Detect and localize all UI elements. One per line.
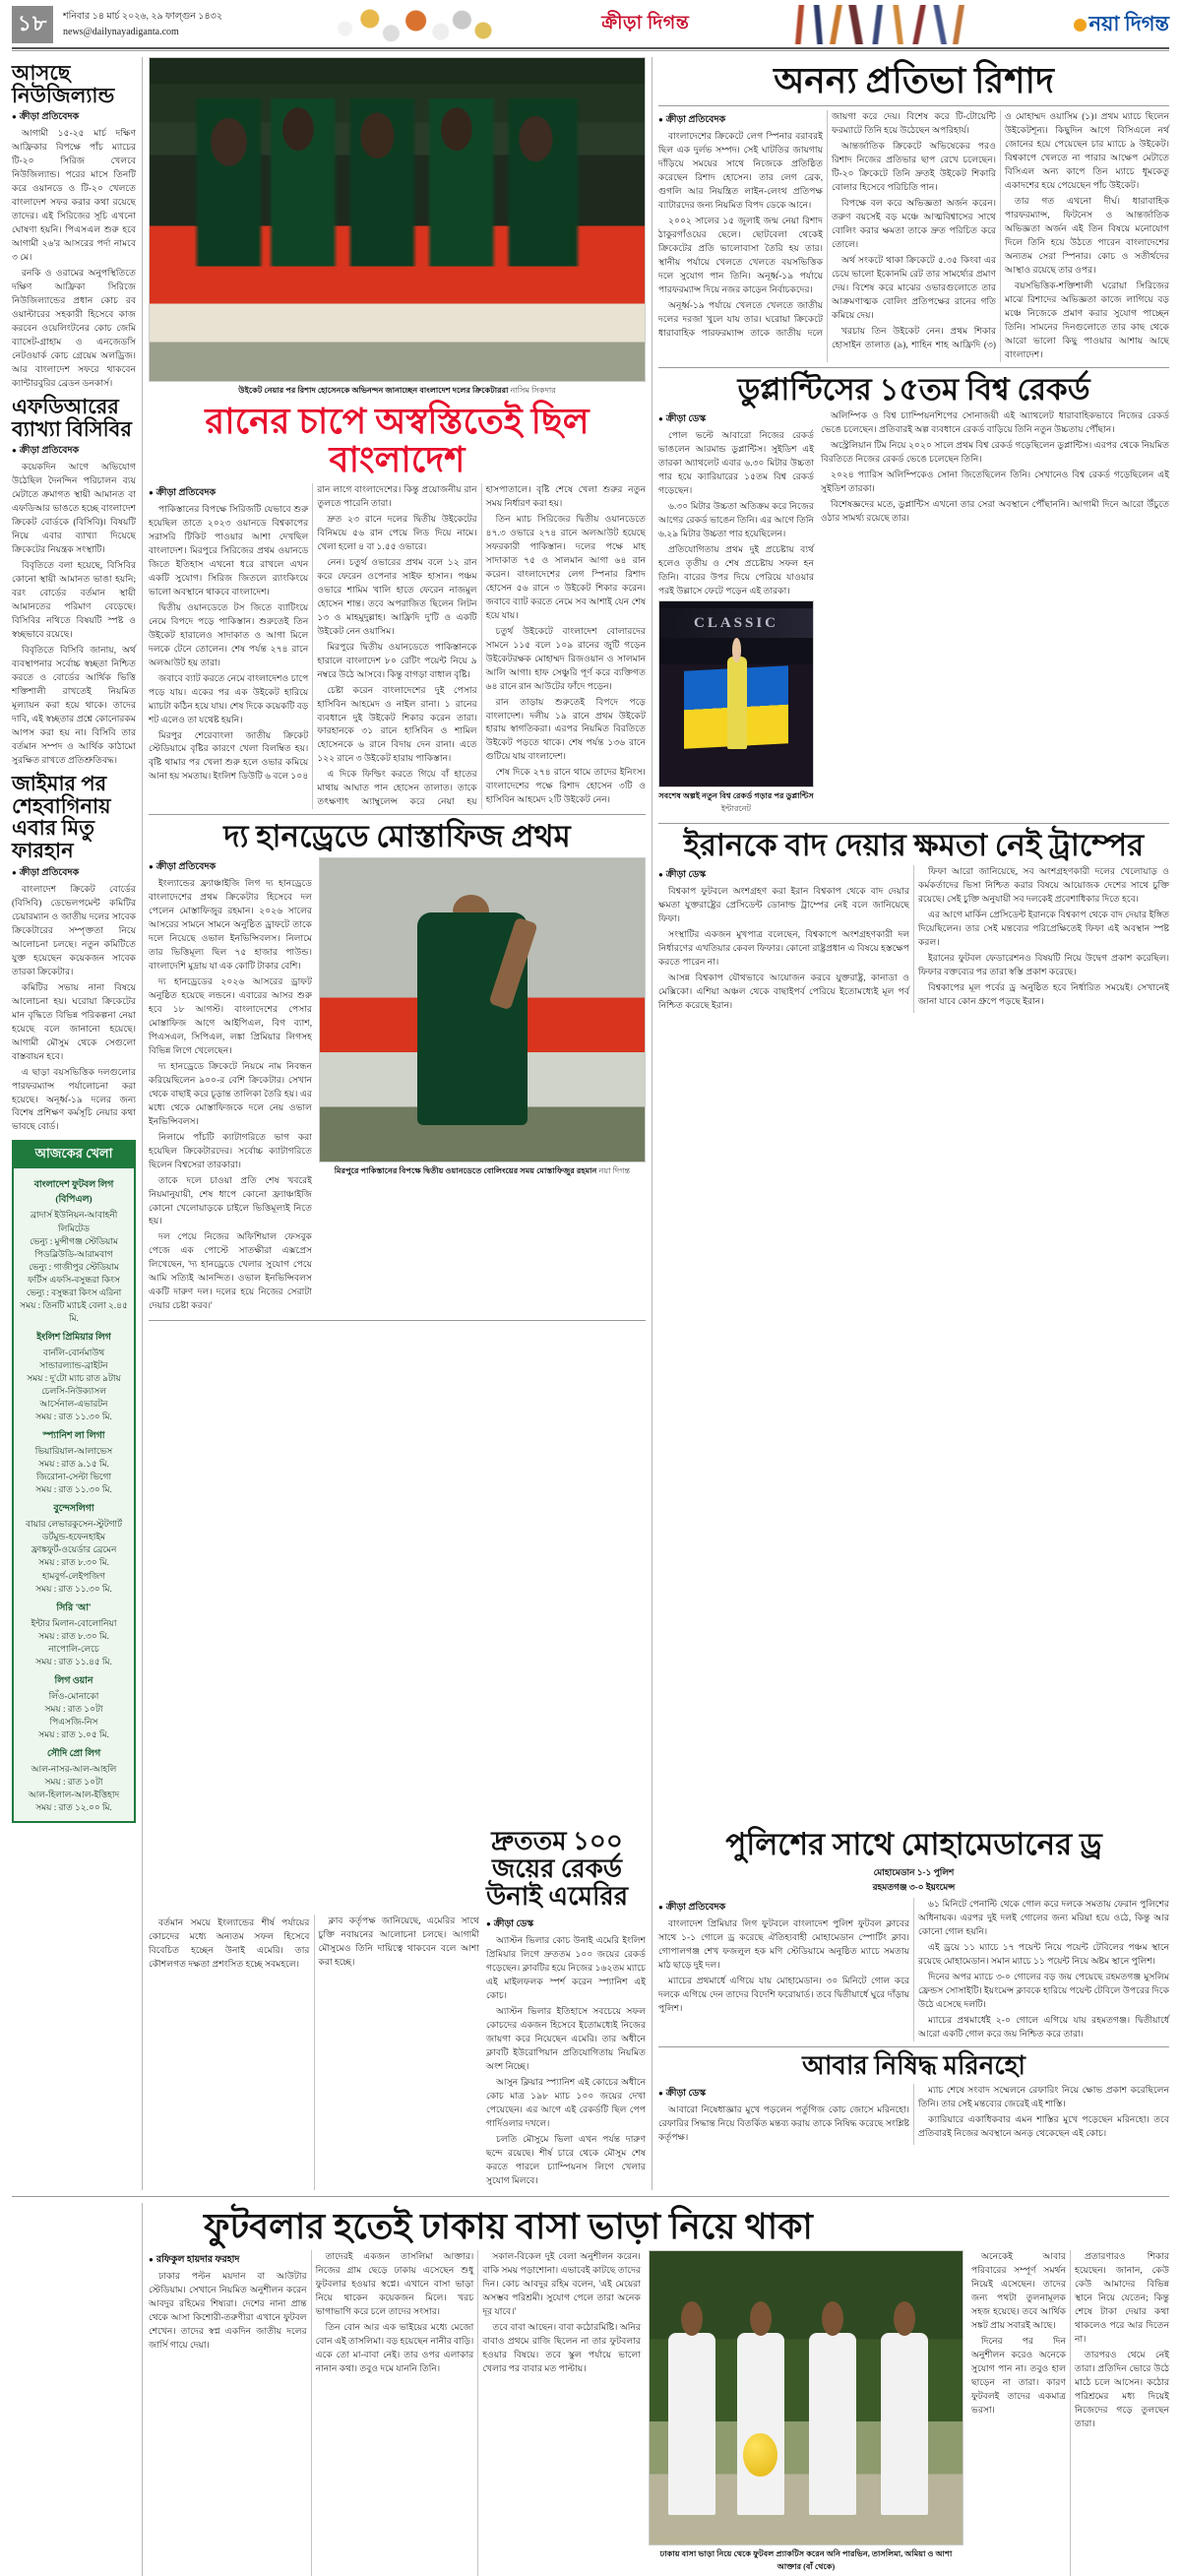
rishad-article-body xyxy=(658,110,1169,362)
masthead-dateblock xyxy=(63,10,222,38)
bottom-feature-body xyxy=(143,2250,1169,2576)
byline-duplantis: ● ক্রীড়া ডেস্ক xyxy=(658,412,814,427)
paragraph: ক্যারিয়ারে একাধিকবার এমন শাস্তির মুখে পড়েছেন মরিনহো। তবে প্রতিবারই নিজের অবস্থানে অনড় থেকেছেন এই কোচ। xyxy=(918,2113,1169,2138)
contact-email: news@dailynayadiganta.com xyxy=(63,26,179,37)
paragraph: প্রতিযোগিতায় প্রথম দুই প্রচেষ্টায় ব্যর্থ হলেও তৃতীয় ও শেষ প্রচেষ্টায় সফল হন তিনি। বারের উপর দিয়ে পেরিয়ে যাওয়ার পরই উল্লাসে ফেটে পড়েন এই তারকা। xyxy=(658,543,814,596)
marinho-article-body xyxy=(658,2084,1169,2145)
bottom-divider xyxy=(12,2196,1169,2197)
paragraph: চেষ্টা করেন বাংলাদেশের দুই পেসার হাসিবিন আহমেদ ও নাইল রানা। ১ রানের ব্যবধানে দুই উইকেট শিকার করেন তারা। ফারহানকে ৩১ রানে হাসিবিন ও শামিল হোসেনকে ৬ রানে বিদায় দেন রানা। এতে ১২২ রানে ৩ উইকেট হারায় পাকিস্তান। xyxy=(317,684,477,764)
headline-jaima: জাইমার পর শেহবাগিনায় এবার মিতু ফারহান xyxy=(12,772,111,863)
duplantis-text-right xyxy=(821,409,1169,818)
left-column-filler xyxy=(12,1823,136,2190)
byline-newzealand: ● ক্রীড়া প্রতিবেদক xyxy=(12,110,136,125)
bottom-feature xyxy=(142,2203,1169,2576)
schedule-line: ভেন্যু : মুন্সীগঞ্জ স্টেডিয়াম xyxy=(30,1235,118,1246)
lead-photo-caption xyxy=(149,385,646,398)
schedule-line: হামবুর্গ-লেইপজিগ xyxy=(42,1570,105,1581)
paragraph: কয়েকদিন আগে অভিযোগ উঠেছিল দৈনন্দিন পরিচালন ব্যয় মেটাতে ক্রমাগত স্থায়ী আমানত বা এফডিআর ভাঙতে হচ্ছে বাংলাদেশ ক্রিকেট বোর্ডকে (বিসিবি)। বিষয়টি নিয়ে এবার ব্যাখ্যা দিয়েছে ক্রিকেটের নিয়ন্ত্রক সংস্থাটি। xyxy=(12,462,136,555)
photo-girl-head-1 xyxy=(681,2301,703,2337)
schedule-line: ফর্টিস এফসি-বসুন্ধরা কিংস xyxy=(28,1274,120,1285)
police-article-body xyxy=(658,1898,1169,2042)
mustafiz-photo-caption xyxy=(319,1165,646,1178)
paragraph: তার গত এখনো দীর্ঘ। ধারাবাহিক পারফরম্যান্স, ফিটনেস ও আন্তর্জাতিক অভিজ্ঞতা অর্জন এই তিন বিষয়ে মনোযোগ দিলে তিনি হয়ে উঠতে পারেন বাংলাদেশের অন্যতম সেরা স্পিনার। কোচ ও সতীর্থদের আস্থাও রয়েছে তার ওপর। xyxy=(1005,195,1169,275)
schedule-line: সময় : রাত ৯.১৫ মি. xyxy=(38,1459,109,1470)
schedule-line: সময় : রাত ১২.০০ মি. xyxy=(35,1802,112,1813)
byline-iran: ● ক্রীড়া ডেস্ক xyxy=(658,868,909,883)
paragraph: বিপক্ষে বল করে অভিজ্ঞতা অর্জন করেন। তরুণ বয়সেই বড় মঞ্চে আত্মবিশ্বাসের সাথে বোলিং করার ক্ষমতা তাকে দ্রুত পরিচিত করে তোলে। xyxy=(832,197,996,249)
schedule-line: জিরোনা-সেল্টা ভিগো xyxy=(35,1472,112,1482)
publication-date: শনিবার ১৪ মার্চ ২০২৬, ২৯ ফাল্গুন ১৪৩২ xyxy=(63,12,222,23)
headline-fdr: এফডিআরের ব্যাখ্যা বিসিবির xyxy=(12,395,132,441)
schedule-group xyxy=(19,1177,129,1324)
schedule-line: ডর্টমুন্ড-হফেনহাইম xyxy=(41,1532,106,1542)
schedule-line: পিএসজি-নিস xyxy=(49,1716,98,1727)
schedule-line: ব্রাদার্স ইউনিয়ন-আবাহনী লিমিটেড xyxy=(30,1210,118,1233)
byline-emery: ● ক্রীড়া ডেস্ক xyxy=(486,1917,646,1932)
paragraph: অলিম্পিক ও বিশ্ব চ্যাম্পিয়নশিপের সোনাজয়ী এই অ্যাথলেট ধারাবাহিকভাবে নিজের রেকর্ড ভেঙে চলেছেন। প্রতিবারই অল্প ব্যবধানে রেকর্ড বাড়িয়ে তিনি নতুন উচ্চতায় পৌঁছান। xyxy=(821,410,1169,435)
photo-girl-2 xyxy=(737,2333,784,2515)
paragraph: মিরপুরে দ্বিতীয় ওয়ানডেতে পাকিস্তানকে হারালে বাংলাদেশ ৮০ রেটিং পয়েন্ট নিয়ে ৯ নম্বরে উঠে আসবে। কিন্তু বাগড়া বাধাল বৃষ্টি। xyxy=(317,641,477,679)
schedule-league-name: লিগ ওয়ান xyxy=(54,1675,93,1686)
schedule-line: সময় : রাত ৮.৩০ মি. xyxy=(38,1557,109,1568)
secondary-row xyxy=(8,1823,1173,2190)
photo-girl-4 xyxy=(881,2333,928,2515)
duplantis-text-left xyxy=(658,409,814,818)
paragraph: নিলামে পাঁচটি ক্যাটাগরিতে ভাগ করা হয়েছিল ক্রিকেটারদের। সর্বোচ্চ ক্যাটাগরিতে ছিলেন বিশ্বসেরা তারকারা। xyxy=(149,1131,312,1169)
caption-credit: ইন্টারনেট xyxy=(720,803,752,813)
paragraph: তাকে দলে চাওয়া প্রতি শেষ খবরেই নিয়মানুযায়ী, শেষ ধাপে কোনো ফ্র্যাঞ্চাইজি কোনো খেলোয়াড়কে চাইলে ভিত্তিমূল্যই নিতে হয়। xyxy=(149,1174,312,1226)
schedule-line: সময় : রাত ১.০৫ মি. xyxy=(38,1728,109,1739)
schedule-line: ভিয়ারিয়াল-আলাভেস xyxy=(34,1446,113,1457)
center-column xyxy=(142,57,646,1823)
paragraph: রনকি ও ওরামের অনুপস্থিতিতে দক্ষিণ আফ্রিকা সিরিজে নিউজিল্যান্ডের প্রধান কোচ রব ওয়াল্টারের সহকারী হিসেবে কাজ করবেন ওয়েলিংটনের কোচ জেমি ব্যাসেট-গ্রাহাম ও এনজেডসি নেটওয়ার্ক কোচ গ্রেয়েম অলড্রিজ। আর বাংলাদেশ সফরে থাকবেন ক্যান্টারবুরির ব্রেডন ডনকার্স। xyxy=(12,268,136,389)
headline-emery: দ্রুততম ১০০ জয়ের রেকর্ড উনাই এমেরির xyxy=(485,1827,629,1912)
section-logo: ক্রীড়া দিগন্ত xyxy=(601,13,690,33)
paragraph: এ ছাড়া বয়সভিত্তিক দলগুলোর পারফরম্যান্স পর্যালোচনা করা হয়েছে। অনূর্ধ্ব-১৯ দলের জন্য বিশেষ প্রশিক্ষণ কর্মসূচি নেয়ার কথা ভাবছে বোর্ড। xyxy=(12,1066,136,1132)
schedule-group xyxy=(19,1330,129,1423)
paragraph: কমিটির সভায় নানা বিষয়ে আলোচনা হয়। ঘরোয়া ক্রিকেটের মান বৃদ্ধিতে বিভিন্ন পরিকল্পনা নেয়া হয়েছে বলে জানানো হয়েছে। আগামী মৌসুম থেকে সেগুলো বাস্তবায়ন হবে। xyxy=(12,981,136,1061)
todays-matches-title: আজকের খেলা xyxy=(14,1142,134,1168)
paragraph: শেষ দিকে ২৭৪ রানে থামে তাদের ইনিংস। বাংলাদেশের পক্ষে রিশাদ হোসেন ৩টি ও হাসিবিন আহমেদ ২টি উইকেট নেন। xyxy=(485,767,646,805)
sports-balls-collage-image xyxy=(324,5,501,44)
paragraph: অ্যাস্টন ভিলার ইতিহাসে সবচেয়ে সফল কোচদের একজন হিসেবে ইতোমধ্যেই নিজের জায়গা করে নিয়েছেন এমেরি। তার অধীনে ক্লাবটি ইউরোপিয়ান প্রতিযোগিতায় নিয়মিত অংশ নিচ্ছে। xyxy=(486,2006,646,2072)
photo-girl-footballers xyxy=(649,2250,963,2545)
schedule-line: সময় : রাত ১১.৩০ মি. xyxy=(35,1412,112,1422)
mustafiz-block xyxy=(149,857,646,1316)
paragraph: জবাবে ব্যাট করতে নেমে বাংলাদেশও চাপে পড়ে যায়। একের পর এক উইকেট হারিয়ে ম্যাচটা কঠিন হয়ে যায়। শেষ দিকে কয়েকটি বড় শট এলেও তা যথেষ্ট হয়নি। xyxy=(149,672,309,724)
paragraph: ২০২৪ প্যারিস অলিম্পিকেও সোনা জিতেছিলেন তিনি। সেখানেও বিশ্ব রেকর্ড গড়েছিলেন এই সুইডিশ তারকা। xyxy=(821,470,1169,493)
photo-girl-head-2 xyxy=(750,2301,772,2337)
bottom-feature-text-left xyxy=(149,2250,641,2576)
photo-girl-3 xyxy=(809,2333,856,2515)
schedule-league-name: বুন্দেসলিগা xyxy=(53,1504,94,1515)
photo-athlete-torso xyxy=(727,657,747,749)
byline-fdr: ● ক্রীড়া প্রতিবেদক xyxy=(12,444,136,459)
schedule-league-name: ইংলিশ প্রিমিয়ার লিগ xyxy=(36,1332,111,1343)
paragraph: আন্তর্জাতিক ক্রিকেটে অভিষেকের পরও রিশাদ নিজের প্রতিভার ছাপ রেখে চলেছেন। টি-২০ ক্রিকেটে তিনি দ্রুতই উইকেট শিকারি বোলার হিসেবে পরিচিতি পান। xyxy=(832,140,996,192)
section-divider xyxy=(149,1320,646,1321)
schedule-line: পিডব্লিউডি-আরামবাগ xyxy=(34,1248,113,1259)
photo-girl-1 xyxy=(668,2333,715,2515)
byline-rishad: ● ক্রীড়া প্রতিবেদক xyxy=(658,113,823,128)
paragraph: এই ড্রয়ে ১১ ম্যাচে ১৭ পয়েন্ট নিয়ে পয়েন্ট টেবিলের পঞ্চম স্থানে রয়েছে মোহামেডান। সমান ম্যাচে ১১ পয়েন্ট নিয়ে অষ্টম স্থানে পুলিশ। xyxy=(918,1941,1169,1966)
paragraph: আসন্ন বিশ্বকাপ যৌথভাবে আয়োজন করবে যুক্তরাষ্ট্র, কানাডা ও মেক্সিকো। এশিয়া অঞ্চল থেকে বাছাইপর্ব পেরিয়ে ইতোমধ্যেই মূল পর্ব নিশ্চিত করেছে ইরান। xyxy=(658,973,909,1011)
paragraph: বাংলাদেশ প্রিমিয়ার লিগ ফুটবলে বাংলাদেশ পুলিশ ফুটবল ক্লাবের সাথে ১-১ গোলে ড্র করেছে ঐতিহ্যবাহী মোহামেডান স্পোর্টিং ক্লাব। গোপালগঞ্জ শেখ ফজলুল হক মণি স্টেডিয়ামে অনুষ্ঠিত ম্যাচে সমতায় মাঠ ছাড়ে দুই দল। xyxy=(658,1917,909,1970)
paragraph: অ্যাস্টন ভিলার কোচ উনাই এমেরি ইংলিশ প্রিমিয়ার লিগে দ্রুততম ১০০ জয়ের রেকর্ড গড়েছেন। ক্লাবটির হয়ে নিজের ১৬২তম ম্যাচে এই মাইলফলক স্পর্শ করেন স্প্যানিশ এই কোচ। xyxy=(486,1935,646,2001)
paragraph: চলতি মৌসুমে ভিলা এখন পর্যন্ত দারুণ ছন্দে রয়েছে। শীর্ষ চারে থেকে মৌসুম শেষ করতে পারলে চ্যাম্পিয়নস লিগে খেলার সুযোগ মিলবে। xyxy=(486,2134,646,2186)
paragraph: সংস্থাটির একজন মুখপাত্র বলেছেন, বিশ্বকাপে অংশগ্রহণকারী দল নির্ধারণের এখতিয়ার কেবল ফিফার। কোনো রাষ্ট্রপ্রধান এ বিষয়ে হস্তক্ষেপ করতে পারেন না। xyxy=(658,929,909,968)
right-column xyxy=(652,57,1169,1823)
police-subheads xyxy=(658,1865,1169,1895)
paragraph: ২০০২ সালের ১৫ জুলাই জন্ম নেয়া রিশাদ ঠাকুরগাঁওয়ের ছেলে। ছোটবেলা থেকেই ক্রিকেটের প্রতি ভালোবাসা তৈরি হয় তার। স্থানীয় পর্যায়ে খেলতে খেলতে বয়সভিত্তিক দলে সুযোগ পান তিনি। অনূর্ধ্ব-১৯ পর্যায়ে পারফরম্যান্স দিয়ে নজর কাড়েন নির্বাচকদের। xyxy=(658,215,823,294)
byline-marinho: ● ক্রীড়া ডেস্ক xyxy=(658,2087,909,2102)
bottom-feature-row xyxy=(8,2203,1173,2576)
paragraph: বাংলাদেশ ক্রিকেট বোর্ডের (বিসিবি) ডেভেলপমেন্ট কমিটির চেয়ারম্যান ও জাতীয় দলের সাবেক ক্রিকেটারের সম্পৃক্ততা নিয়ে আলোচনা চলছে। নতুন কমিটিতে যুক্ত হয়েছেন কয়েকজন সাবেক তারকা ক্রিকেটার। xyxy=(12,883,136,976)
schedule-line: নাপোলি-লেচে xyxy=(48,1643,99,1654)
schedule-league-name: সৌদি প্রো লিগ xyxy=(46,1749,101,1759)
paragraph: বিশ্বকাপের মূল পর্বের ড্র অনুষ্ঠিত হবে নির্ধারিত সময়েই। সেখানেই জানা যাবে কোন গ্রুপে পড়ছে ইরান। xyxy=(918,982,1169,1007)
photo-event-banner: CLASSIC xyxy=(659,608,813,638)
caption-text: সবশেষ অল্পই নতুন বিশ্ব রেকর্ড গড়ার পর ডুপ্লান্টিস xyxy=(658,790,814,800)
schedule-line: সান্ডারল্যান্ড-ব্রাইটন xyxy=(39,1359,108,1370)
paragraph: ঢাকার পল্টন ময়দান বা আউটার স্টেডিয়াম। সেখানে নিয়মিত অনুশীলন করেন আবদুর রহিমের শিষ্যরা। দেশের নানা প্রান্ত থেকে আসা কিশোরী-তরুণীরা এখানে ফুটবল শেখেন। তাদের স্বপ্ন একদিন জাতীয় দলের জার্সি গায়ে দেয়া। xyxy=(149,2271,307,2350)
left-column xyxy=(12,57,136,1823)
article-jaima xyxy=(12,773,136,1134)
paragraph: ফিফা আরো জানিয়েছে, সব অংশগ্রহণকারী দলের খেলোয়াড় ও কর্মকর্তাদের ভিসা নিশ্চিত করার বিষয়ে আয়োজক দেশের সাথে চুক্তি রয়েছে। সেই চুক্তি অনুযায়ী সব দলকেই প্রবেশাধিকার দিতে হবে। xyxy=(918,866,1169,905)
byline-lead: ● ক্রীড়া প্রতিবেদক xyxy=(149,486,308,501)
byline-police: ● ক্রীড়া প্রতিবেদক xyxy=(658,1901,909,1916)
photo-girl-head-4 xyxy=(894,2301,915,2337)
schedule-line: সময় : রাত ১০টা xyxy=(44,1777,103,1788)
schedule-line: ভেন্যু : বসুন্ধরা কিংস এরিনা xyxy=(26,1287,122,1297)
schedule-line: চেলসি-নিউক্যাসল xyxy=(41,1386,106,1397)
article-newzealand xyxy=(12,62,136,391)
paragraph: বয়সভিত্তিক-শক্তিশালী ঘরোয়া সিরিজের মাঝে রিশাদের অভিজ্ঞতা কাজে লাগিয়ে বড় মঞ্চে নিজেকে প্রমাণ করার সুযোগ পাচ্ছেন তিনি। সামনের দিনগুলোতে তার কাছ থেকে আরো ভালো কিছু পাওয়ার আশায় আছে বাংলাদেশ। xyxy=(1005,280,1169,359)
photo-girl-head-3 xyxy=(822,2301,843,2337)
paragraph: দ্বিতীয় ওয়ানডেতে টস জিতে ব্যাটিংয়ে নেমে বিপদে পড়ে পাকিস্তান। শুরুতেই তিন উইকেট হারালেও সাদাকাত ও আগা মিলে দলকে টেনে তোলেন। শেষ পর্যন্ত ২৭৪ রানে অলআউট হয় তারা। xyxy=(149,601,309,667)
paragraph: তাদেরই একজন তাসলিমা আক্তার। নিজের গ্রাম ছেড়ে ঢাকায় এসেছেন শুধু ফুটবলার হওয়ার স্বপ্নে। এখানে বাসা ভাড়া নিয়ে থাকেন কয়েকজন মিলে। খরচ ভাগাভাগি করে চলে তাদের সংসার। xyxy=(315,2251,474,2316)
masthead-rule-thin xyxy=(12,50,1169,51)
brand-logo-text: নয়া দিগন্ত xyxy=(1088,11,1170,35)
bottom-photo-caption: ঢাকায় বাসা ভাড়া নিয়ে থেকে ফুটবল প্র্যাকটিস করেন অনি পারভিন, তাসলিমা, অমিয়া ও আশা আক্তার (বাঁ থেকে) xyxy=(659,2549,953,2572)
schedule-line: সময় : রাত ১১.৩০ মি. xyxy=(35,1583,112,1594)
headline-newzealand: আসছে নিউজিল্যান্ড xyxy=(12,61,115,107)
schedule-league-name: বাংলাদেশ ফুটবল লিগ (বিপিএল) xyxy=(33,1180,114,1206)
mustafiz-continued xyxy=(149,1915,479,2190)
emery-block xyxy=(149,1915,646,2190)
paragraph: ম্যাচের প্রথমার্ধেই ২-০ গোলে এগিয়ে যায় রহমতগঞ্জ। দ্বিতীয়ার্ধে আরো একটি গোল করে জয় নিশ্চিত করে তারা। xyxy=(918,2014,1169,2039)
paragraph: ৬.৩০ মিটার উচ্চতা অতিক্রম করে নিজের আগের রেকর্ড ভাঙেন তিনি। এর আগে তিনি ৬.২৯ মিটার উচ্চতা পার হয়েছিলেন। xyxy=(658,500,814,538)
paragraph: দিনের পর দিন অনুশীলন করেও অনেকে সুযোগ পান না। তবুও হাল ছাড়েন না তারা। কারণ ফুটবলই তাদের একমাত্র ভরসা। xyxy=(971,2335,1066,2415)
caption-text: উইকেট নেয়ার পর রিশাদ হোসেনকে অভিনন্দন জানাচ্ছেন বাংলাদেশ দলের ক্রিকেটাররা xyxy=(238,386,509,395)
schedule-group xyxy=(19,1746,129,1814)
paragraph: মিরপুর শেরেবাংলা জাতীয় ক্রিকেট স্টেডিয়ামে বৃষ্টির কারণে খেলা বিলম্বিত হয়। বৃষ্টি থামার পর খেলা শুরু হলে ওভার কমিয়ে আনা হয় সমতায়। ইংলিশ ডিউটি ৬ বলে ১০৪ রান লাগে বাংলাদেশের। কিন্তু প্রয়োজনীয় রান তুলতে পারেনি তারা। xyxy=(149,483,477,782)
headline-duplantis: ডুপ্লান্টিসের ১৫তম বিশ্ব রেকর্ড xyxy=(737,371,1090,407)
schedule-line: সময় : রাত ১১.৪৫ মি. xyxy=(35,1656,112,1666)
schedule-line: সময় : রাত ১১.৩০ মি. xyxy=(35,1484,112,1495)
schedule-line: আল-হিলাল-আল-ইত্তিহাদ xyxy=(28,1790,120,1800)
mustafiz-right-col xyxy=(319,857,646,1316)
schedule-line: ফ্রাঙ্কফুর্ট-ওয়ের্ডার ব্রেমেন xyxy=(31,1544,117,1555)
paragraph: বিশেষজ্ঞদের মতে, ডুপ্লান্টিস এখনো তার সেরা অবস্থানে পৌঁছাননি। আগামী দিনে আরো উঁচুতে ওঠার সামর্থ্য রয়েছে তার। xyxy=(821,498,1169,523)
caption-credit: নয়া দিগন্ত xyxy=(598,1165,631,1175)
mustafiz-text-left xyxy=(149,857,312,1316)
paragraph: এ দিকে ফিল্ডিং করতে গিয়ে বাঁ হাতের মাথায় আঘাত পান হোসেন তালাত। তাকে তৎক্ষণাৎ অ্যাম্বুলেন্স করে নেয়া হয় হাসপাতালে। বৃষ্টি শেষে খেলা শুরুর নতুন সময় নির্ধারণ করা হয়। xyxy=(317,483,646,807)
brand-logo xyxy=(1074,8,1170,42)
match-score-2: রহমতগঞ্জ ৩-০ ইয়ংমেন্স xyxy=(872,1881,956,1892)
paragraph: তিন ম্যাচ সিরিজের দ্বিতীয় ওয়ানডেতে ৪৭.৩ ওভারে ২৭৪ রানে অলআউট হয়েছে সফরকারী পাকিস্তান। দলের পক্ষে মাহ সাদাকাত ৭৫ ও সালমান আগা ৬৪ রান করেন। বাংলাদেশের লেগ স্পিনার রিশাদ হোসেন ৫৬ রানে ৩ উইকেট শিকার করেন। জবাবে ব্যাট করতে নেমে সব আশাই যেন শেষ হয়ে যায়। xyxy=(485,513,646,620)
section-divider xyxy=(658,367,1169,368)
paragraph: সকাল-বিকেল দুই বেলা অনুশীলন করেন। বাকি সময় পড়াশোনা। এভাবেই কাটছে তাদের দিন। কোচ আবদুর রহিম বলেন, 'এই মেয়েরা অসম্ভব পরিশ্রমী। সুযোগ পেলে তারা অনেক দূর যাবে।' xyxy=(482,2251,641,2316)
paragraph: ক্লাব কর্তৃপক্ষ জানিয়েছে, এমেরির সাথে চুক্তি নবায়নের আলোচনা চলছে। আগামী মৌসুমেও তিনি দায়িত্বে থাকবেন বলে আশা করা হচ্ছে। xyxy=(318,1916,479,1968)
paragraph: দিনের অপর ম্যাচে ৩-০ গোলের বড় জয় পেয়েছে রহমতগঞ্জ মুসলিম ফ্রেন্ডস সোসাইটি। ইয়ংমেন্স ক্লাবকে হারিয়ে পয়েন্ট টেবিলে উপরের দিকে উঠে এসেছে দলটি। xyxy=(918,1971,1169,2009)
article-fdr xyxy=(12,396,136,768)
headline-mustafiz: দ্য হানড্রেডে মোস্তাফিজ প্রথম xyxy=(223,819,571,854)
masthead xyxy=(8,0,1173,45)
lead-photo-players xyxy=(150,58,645,381)
bottom-feature-photo-block xyxy=(649,2250,963,2576)
paragraph: নেন। চতুর্থ ওভারের প্রথম বলে ১২ রান করে ফেরেন ওপেনার সাইফ হাসান। পঞ্চম ওভারে শামিম খালি হাতে ফেরেন নাজমুল হোসেন শান্ত। তবে অপরাজিত ছিলেন লিটন ১৩ ও মাহমুদুল্লাহ। আফ্রিদি দু'টি ও একটি উইকেট নেন ওয়াসিম। xyxy=(317,556,477,636)
iran-article-body xyxy=(658,865,1169,1013)
schedule-line: আর্সেনাল-এভারটন xyxy=(39,1399,108,1410)
bottom-left-filler xyxy=(12,2203,136,2576)
paragraph: অনেকেই আবার পরিবারের সম্পূর্ণ সমর্থন নিয়েই এসেছেন। তাদের জন্য পথটা তুলনামূলক সহজ হয়েছে। তবে আর্থিক সঙ্কট প্রায় সবারই আছে। xyxy=(971,2251,1066,2330)
paragraph: বাংলাদেশের ক্রিকেটে লেগ স্পিনার বরাবরই ছিল এক দুর্লভ সম্পদ। সেই ঘাটতির জায়গায় দাঁড়িয়ে সময়ের সাথে নিজেকে প্রতিষ্ঠিত করেছেন রিশাদ হোসেন। তার লেগ ব্রেক, গুগলি আর নিয়ন্ত্রিত লাইন-লেংথ প্রতিপক্ষ ব্যাটারদের জন্য নিয়মিত বিপদ ডেকে আনে। xyxy=(658,130,823,210)
paragraph: ম্যাচ শেষে সংবাদ সম্মেলনে রেফারিং নিয়ে ক্ষোভ প্রকাশ করেছিলেন তিনি। তার সেই মন্তব্যের জেরেই এই শাস্তি। xyxy=(918,2084,1169,2108)
paragraph: বিবৃতিতে বলা হয়েছে, বিসিবির কোনো স্থায়ী আমানত ভাঙা হয়নি; বরং বোর্ডের বর্তমান স্থায়ী আমানতের পরিমাণ বেড়েছে। বিসিবির নথিতে বিষয়টি স্পষ্ট ও স্বচ্ছভাবে রয়েছে। xyxy=(12,560,136,640)
schedule-group xyxy=(19,1673,129,1741)
schedule-line: সময় : রাত ১০টা xyxy=(44,1703,103,1714)
lead-article-body xyxy=(149,483,646,810)
byline-jaima: ● ক্রীড়া প্রতিবেদক xyxy=(12,866,136,881)
paragraph: ইংল্যান্ডের ফ্র্যাঞ্চাইজি লিগ দ্য হানড্রেডে বাংলাদেশের প্রথম ক্রিকেটার হিসেবে দল পেলেন মোস্তাফিজুর রহমান। ২০২৬ সালের আসরের সামনে সামনে অনুষ্ঠিত ড্রাফটে তাকে দলে নিয়েছে ওভাল ইনভিন্সিবলস। নিলামে তার ভিত্তিমূল্য ছিল ৭৫ হাজার পাউন্ড। বাংলাদেশি মুদ্রায় যা এক কোটি টাকার বেশি। xyxy=(149,877,312,971)
caption-text: মিরপুরে পাকিস্তানের বিপক্ষে দ্বিতীয় ওয়ানডেতে বোলিংয়ের সময় মোস্তাফিজুর রহমান xyxy=(334,1165,597,1175)
paragraph: তিন বোন আর এক ভাইয়ের মধ্যে মেজো বোন এই তাসলিমা। বড় হয়েছেন নানীর বাড়ি। একে তো মা-বাবা নেই। তার ওপর এলাকার নানান কথা। তবুও দমে যাননি তিনি। xyxy=(315,2321,474,2373)
schedule-line: সময় : রাত ৮.৩০ মি. xyxy=(38,1630,109,1641)
paragraph: ইরানের ফুটবল ফেডারেশনও বিষয়টি নিয়ে উদ্বেগ প্রকাশ করেছিল। ফিফার বক্তব্যের পর তারা স্বস্তি প্রকাশ করেছে। xyxy=(918,953,1169,977)
paragraph: আসুন ক্লিয়ার স্প্যানিশ এই কোচের অধীনে কোচ মাত্র ১৯৮ ম্যাচ ১০০ জয়ের দেখা পেয়েছেন। এর আগে এই রেকর্ডটি ছিল পেপ গার্দিওলার দখলে। xyxy=(486,2077,646,2129)
schedule-group xyxy=(19,1601,129,1668)
schedule-league-name: সিরি 'আ' xyxy=(56,1602,92,1613)
page-body xyxy=(8,54,1173,1823)
headline-marinho: আবার নিষিদ্ধ মরিনহো xyxy=(802,2050,1026,2080)
paragraph: বর্তমান সময়ে ইংল্যান্ডের শীর্ষ পর্যায়ের কোচদের মধ্যে অন্যতম সফল হিসেবে বিবেচিত হচ্ছেন উনাই এমেরি। তার কৌশলগত দক্ষতা প্রশংসিত হচ্ছে সবমহলে। xyxy=(149,1917,310,1970)
paragraph: প্রতারণারও শিকার হয়েছেন। জানান, কেউ কেউ আমাদের বিভিন্ন স্থানে নিয়ে যেতেন; কিন্তু শেষে টাকা দেয়ার কথা থাকলেও পরে আর দিতেন না। xyxy=(1075,2251,1169,2344)
paragraph: পোল ভল্টে আবারো নিজের রেকর্ড ভাঙলেন আরমান্ড ডুপ্লান্টিস। সুইডিশ এই তারকা অ্যাথলেট এবার ৬.৩০ মিটার উচ্চতা পার হয়ে ক্যারিয়ারের ১৫তম বিশ্ব রেকর্ড গড়েছেন। xyxy=(658,430,814,495)
schedule-line: লিঁও-মোনাকো xyxy=(48,1690,99,1701)
paragraph: পাকিস্তানের বিপক্ষে সিরিজটি যেভাবে শুরু হয়েছিল তাতে ২০২৩ ওয়ানডে বিশ্বকাপের সরাসরি টিকিট পাওয়ার আশা দেখছিল বাংলাদেশ। মিরপুরে সিরিজের প্রথম ওয়ানডে জিতে ইতিহাস এখনো ধরে রাখলে এখন একটি সুযোগ। সিরিজ জিতলে র‍্যাংকিংয়ে ভালো অবস্থানে থাকবে বাংলাদেশ। xyxy=(149,503,309,597)
byline-footballer: ● রফিকুল হায়দার ফরহাদ xyxy=(149,2253,307,2268)
duplantis-photo-caption xyxy=(658,790,814,816)
paragraph: খরচায় তিন উইকেট নেন। প্রথম শিকার হোসাইন তালাত (৯), শাহিন শাহ আফ্রিদি (৩) ও মোহাম্মদ ওয়াসিম (১)। প্রথম ম্যাচে ছিলেন উইকেটশূন্য। কিছুদিন আগে বিসিএলে নর্থ জোনের হয়ে পেয়েছেন চার ম্যাচে ৯ উইকেট। বিশ্বকাপে খেলতে না পারার আক্ষেপ মেটাতে বিসিএল অন্য কাপে তিন ম্যাচে ধূমকেতু একাদশের হয়ে পেয়েছেন পাঁচ উইকেট। xyxy=(832,110,1169,349)
masthead-rule xyxy=(12,47,1169,49)
match-score-1: মোহামেডান ১-১ পুলিশ xyxy=(873,1866,955,1877)
paragraph: অনূর্ধ্ব-১৯ পর্যায়ে খেলতে খেলতে জাতীয় দলের দরজা খুলে যায় তার। ঘরোয়া ক্রিকেটে ধারাবাহিক পারফরম্যান্স তাকে জাতীয় দলে জায়গা করে দেয়। বিশেষ করে টি-টোয়েন্টি ফরম্যাটে তিনি হয়ে উঠেছেন অপরিহার্য। xyxy=(658,110,996,338)
page-number: ১৮ xyxy=(12,6,53,43)
caption-credit: নাসিম সিকদার xyxy=(510,386,556,395)
schedule-line: আল-নাসর-আল-আহলি xyxy=(31,1764,117,1774)
schedule-line: ইন্টার মিলান-বোলোনিয়া xyxy=(31,1617,117,1628)
emery-column xyxy=(142,1823,646,2190)
police-column xyxy=(652,1823,1169,2190)
paragraph: দ্য হানড্রেডে ক্রিকেটে নিয়মে নাম নিবন্ধন করিয়েছিলেন ৯০০-র বেশি ক্রিকেটার। সেখান থেকে বাছাই করে চূড়ান্ত তালিকা তৈরি হয়। এর মধ্যে থেকে মোস্তাফিজকে দলে নেয় ওভাল ইনভিন্সিবলস। xyxy=(149,1060,312,1126)
sun-icon xyxy=(1074,19,1087,31)
divider xyxy=(658,105,1169,106)
todays-matches-box xyxy=(12,1140,136,1823)
bottom-feature-text-right xyxy=(971,2250,1169,2576)
paragraph: বিবৃতিতে বিসিবি জানায়, অর্থ ব্যবস্থাপনার সর্বোচ্চ স্বচ্ছতা নিশ্চিত করতে ও বোর্ডের আর্থিক ভিত্তি শক্তিশালী রাখতেই নিয়মিত মূল্যায়ন করা হয়ে থাকে। তাদের দাবি, এই স্বচ্ছতার প্রশ্নে কোনোরকম আপস করা হয় না। বিসিবি তার বর্তমান সম্পদ ও আর্থিক কাঠামো সুরক্ষিত রাখতে প্রতিশ্রুতিবদ্ধ। xyxy=(12,645,136,766)
schedule-line: সময় : দু'টো ম্যাচ রাত ৯টায় xyxy=(27,1372,121,1383)
lead-headline: রানের চাপে অস্বস্তিতেই ছিল বাংলাদেশ xyxy=(205,402,590,479)
schedule-line: বার্নলি-বোর্নমাউথ xyxy=(42,1347,105,1357)
photo-duplantis xyxy=(658,600,814,787)
photo-mustafiz-bowling xyxy=(319,857,646,1162)
section-divider xyxy=(658,823,1169,824)
paragraph: তারপরও থেমে নেই তারা। প্রতিদিন ভোরে উঠে মাঠে চলে আসেন। কঠোর পরিশ্রমের মধ্য দিয়েই নিজেদের গড়ে তুলছেন তারা। xyxy=(1075,2349,1169,2428)
paragraph: রান তাড়ায় শুরুতেই বিপদে পড়ে বাংলাদেশ। দলীয় ১৯ রানে প্রথম উইকেট হারায় স্বাগতিকরা। এরপর নিয়মিত বিরতিতে উইকেট পড়তে থাকে। শেষ পর্যন্ত ১৩৬ রানে গুটিয়ে যায় বাংলাদেশ। xyxy=(485,696,646,762)
paragraph: অস্ট্রেলিয়ান টিম নিয়ে ২০২০ সালে প্রথম বিশ্ব রেকর্ড গড়েছিলেন ডুপ্লান্টিস। এরপর থেকে নিয়মিত বিরতিতে নিজের রেকর্ড ভেঙে চলেছেন তিনি। xyxy=(821,440,1169,465)
section-divider xyxy=(658,2046,1169,2047)
paragraph: অর্থ সংকটে থাকা ক্রিকেটে ৫.৩৫ কিংবা এর চেয়ে ভালো ইকোনমি রেট তার সামর্থ্যের প্রমাণ দেয়। বিশেষ করে মাঝের ওভারগুলোতে তার আক্রমণাত্মক বোলিং প্রতিপক্ষের রানের গতি কমিয়ে দেয়। xyxy=(832,254,996,320)
paragraph: ম্যাচের প্রথমার্ধে এগিয়ে যায় মোহামেডান। ৩০ মিনিটে গোল করে দলকে এগিয়ে দেন তাদের বিদেশি ফরোয়ার্ড। তবে দ্বিতীয়ার্ধে ঘুরে দাঁড়ায় পুলিশ। xyxy=(658,1975,909,2013)
paragraph: তবে বাবা আছেন। বাবা কঠোরমিষ্টি। অনির বাবাও প্রথমে রাজি ছিলেন না তার ফুটবলার হওয়ার বিষয়ে। তবে স্কুল পর্যায়ে ভালো খেলার পর বাবার মত পাল্টায়। xyxy=(482,2321,641,2373)
schedule-league-name: স্প্যানিশ লা লিগা xyxy=(42,1431,105,1442)
headline-iran: ইরানকে বাদ দেয়ার ক্ষমতা নেই ট্রাম্পের xyxy=(683,827,1145,862)
paragraph: আবারো নিষেধাজ্ঞার মুখে পড়লেন পর্তুগিজ কোচ জোসে মরিনহো। রেফারির সিদ্ধান্ত নিয়ে বিতর্কিত মন্তব্য করায় তাকে নিষিদ্ধ করেছে সংশ্লিষ্ট কর্তৃপক্ষ। xyxy=(658,2104,909,2142)
emery-text xyxy=(486,1915,646,2190)
byline-mustafiz: ● ক্রীড়া প্রতিবেদক xyxy=(149,860,312,875)
duplantis-block xyxy=(658,409,1169,818)
headline-rishad: অনন্য প্রতিভা রিশাদ xyxy=(774,61,1054,100)
lead-photo-cricket-celebration xyxy=(149,57,646,382)
paragraph: ৬১ মিনিটে পেনাল্টি থেকে গোল করে দলকে সমতায় ফেরান পুলিশের অধিনায়ক। এরপর দুই দলই গোলের জন্য মরিয়া হয়ে ওঠে, কিন্তু আর কোনো গোল হয়নি। xyxy=(918,1898,1169,1936)
section-divider xyxy=(149,814,646,815)
paragraph: দ্য হানড্রেডের ২০২৬ আসরের ড্রাফট অনুষ্ঠিত হয়েছে লন্ডনে। এবারের আসর শুরু হবে ১৮ আগস্ট। বাংলাদেশের পেসার মোস্তাফিজ আগে আইপিএল, বিগ ব্যাশ, পিএসএল, সিপিএল, লঙ্কা প্রিমিয়ার লিগসহ বিভিন্ন লিগে খেলেছেন। xyxy=(149,975,312,1055)
paragraph: এর আগে মার্কিন প্রেসিডেন্ট ইরানকে বিশ্বকাপ থেকে বাদ দেয়ার ইঙ্গিত দিয়েছিলেন। তার সেই মন্তব্যের পরিপ্রেক্ষিতেই ফিফা এই অবস্থান স্পষ্ট করল। xyxy=(918,910,1169,948)
schedule-line: বায়ার লেভারকুসেন-স্টুটগার্ট xyxy=(25,1519,123,1530)
schedule-line: ভেন্যু : গাজীপুর স্টেডিয়াম xyxy=(29,1261,119,1272)
paragraph: বিশ্বকাপ ফুটবলে অংশগ্রহণ করা ইরান বিশ্বকাপ থেকে বাদ দেয়ার ক্ষমতা যুক্তরাষ্ট্রের প্রেসিডেন্ট ডোনাল্ড ট্রাম্পের নেই বলে জানিয়েছে ফিফা। xyxy=(658,886,909,924)
schedule-group xyxy=(19,1428,129,1496)
headline-footballer: ফুটবলার হতেই ঢাকায় বাসা ভাড়া নিয়ে থাকা xyxy=(204,2207,813,2247)
headline-police: পুলিশের সাথে মোহামেডানের ড্র xyxy=(725,1827,1102,1862)
athletes-collage-image xyxy=(790,5,972,44)
todays-matches-list xyxy=(14,1168,134,1821)
paragraph: দল পেয়ে নিজের অফিশিয়াল ফেসবুক পেজে এক পোস্টে সাতক্ষীরা এক্সপ্রেস লিখেছেন, 'দ্য হানড্রেডে খেলার সুযোগ পেয়ে আমি সত্যিই আনন্দিত। ওভাল ইনভিন্সিবলস একটি দারুণ দল। দলের হয়ে নিজের সেরাটা দেয়ার চেষ্টা করব।' xyxy=(149,1231,312,1311)
schedule-line: সময় : তিনটি ম্যাচই বেলা ২.৪৫ মি. xyxy=(20,1299,128,1323)
schedule-group xyxy=(19,1501,129,1595)
paragraph: চতুর্থ উইকেটে বাংলাদেশ বোলারদের সামনে ১১৫ বলে ১০৯ রানের জুটি গড়েন উইকেটরক্ষক মোহাম্মদ রিজওয়ান ও সালমান আলি আগা। হাফ সেঞ্চুরি পূর্ণ করে ব্যক্তিগত ৬৪ রানে রান আউটের ফাঁদে পড়েন। xyxy=(485,625,646,691)
paragraph: দ্রুত ২৩ রানে দলের দ্বিতীয় উইকেটের বিনিময়ে ৫৬ রান পেয়ে লিড দিয়ে নামে। খেলা হলো ৪ বা ১.৫৫ ওভারে। xyxy=(317,513,477,551)
paragraph: আগামী ১৫-২৫ মার্চ দক্ষিণ আফ্রিকার বিপক্ষে পাঁচ ম্যাচের টি-২০ সিরিজ খেলবে নিউজিল্যান্ড। পরের মাসে তিনটি করে ওয়ানডে ও টি-২০ খেলতে বাংলাদেশ সফর করার কথা রয়েছে তাদের। এই সিরিজের সূচি এখনো ঘোষণা হয়নি। পিএসএল শুরু হবে আগামী ২৬'র আসরের পর্দা নামবে ৩ মে। xyxy=(12,128,136,263)
